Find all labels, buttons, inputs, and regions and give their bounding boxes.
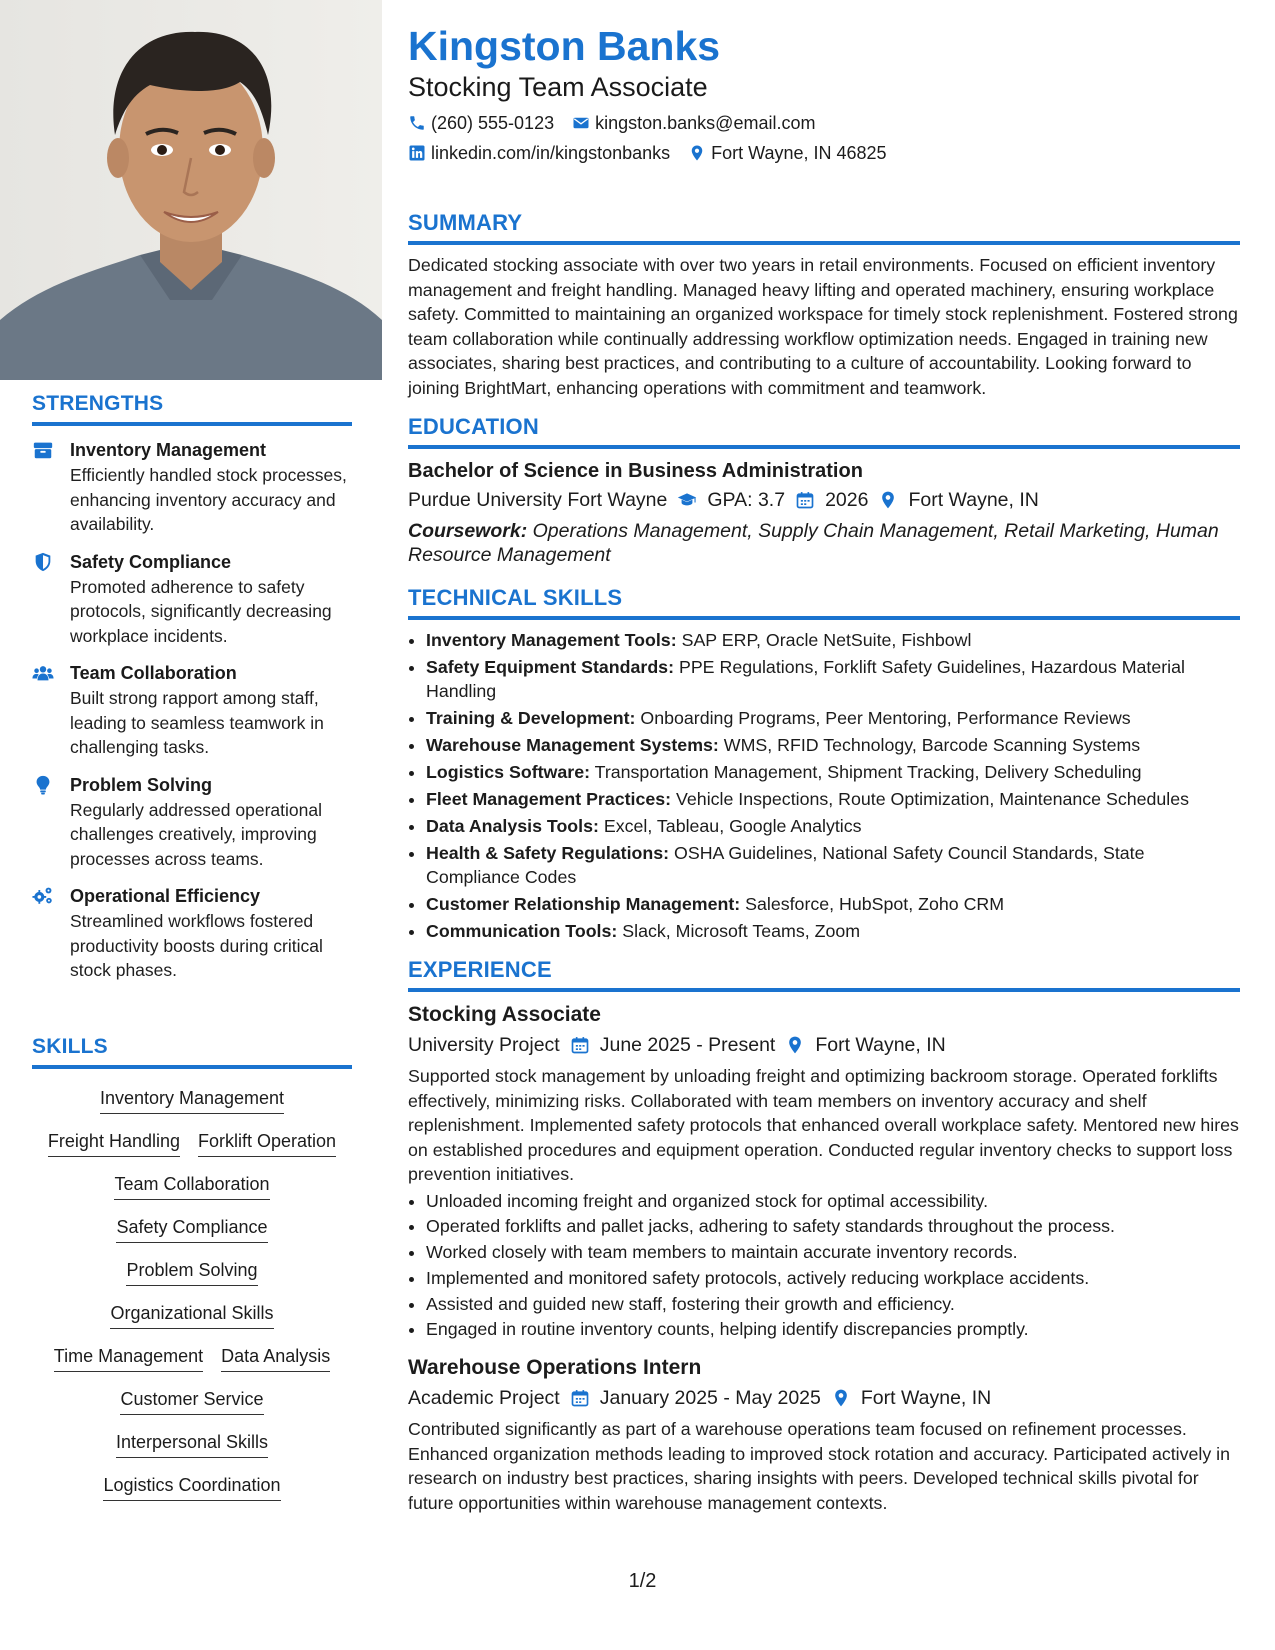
strength-item <box>32 661 352 760</box>
skill-values: OSHA Guidelines, National Safety Council Standards, State Compliance Codes <box>426 843 1145 887</box>
summary-section <box>408 210 1240 400</box>
main-content <box>408 22 1240 1515</box>
technical-skill-item <box>426 892 1240 916</box>
skill-tag: Inventory Management <box>100 1085 284 1114</box>
page-number-text: 1/2 <box>628 1570 657 1592</box>
skill-values: SAP ERP, Oracle NetSuite, Fishbowl <box>681 630 972 650</box>
technical-skill-item <box>426 628 1240 652</box>
job-bullet: • Unloaded incoming freight and organized stock for optimal accessibility. <box>426 1189 1240 1215</box>
coursework-text: Operations Management, Supply Chain Management, Retail Marketing, Human Resource Management <box>408 520 1219 566</box>
job-title: Warehouse Operations Intern <box>408 1356 702 1380</box>
job-organization: Academic Project <box>408 1387 560 1410</box>
technical-skills-heading: TECHNICAL SKILLS <box>408 585 1240 620</box>
skill-tag: Problem Solving <box>126 1257 257 1286</box>
job-meta <box>408 1383 1240 1413</box>
strength-item <box>32 773 352 872</box>
graduation-cap-icon <box>677 490 697 510</box>
strength-title: Operational Efficiency <box>70 886 261 906</box>
lightbulb-icon <box>32 774 54 796</box>
skill-values: Excel, Tableau, Google Analytics <box>603 816 862 836</box>
skill-tag: Time Management <box>54 1343 203 1372</box>
strength-title: Inventory Management <box>70 440 267 460</box>
phone-icon <box>408 114 426 132</box>
education-location: Fort Wayne, IN <box>908 489 1039 511</box>
strength-description: Efficiently handled stock processes, enhancing inventory accuracy and availability. <box>70 465 347 534</box>
job-meta <box>408 1030 1240 1060</box>
job-organization: University Project <box>408 1034 560 1056</box>
email-contact[interactable] <box>572 113 815 134</box>
experience-heading: EXPERIENCE <box>408 957 1240 992</box>
degree-title: Bachelor of Science in Business Administration <box>408 460 863 482</box>
job-location: Fort Wayne, IN <box>815 1034 946 1056</box>
email-text: kingston.banks@email.com <box>595 112 816 133</box>
sidebar <box>0 0 382 1650</box>
job-bullet: • Assisted and guided new staff, fostering their growth and efficiency. <box>426 1292 1240 1318</box>
skill-category: Safety Equipment Standards: <box>426 657 674 677</box>
job-bullets <box>408 1189 1240 1344</box>
skill-tag: Forklift Operation <box>198 1128 336 1157</box>
candidate-title: Stocking Team Associate <box>408 72 708 102</box>
location-text: Fort Wayne, IN 46825 <box>711 142 887 163</box>
strength-title: Safety Compliance <box>70 551 232 572</box>
technical-skill-item <box>426 655 1240 703</box>
strength-title: Problem Solving <box>70 774 213 795</box>
linkedin-icon <box>408 144 426 162</box>
experience-section <box>408 957 1240 1515</box>
summary-text: Dedicated stocking associate with over two years in retail environments. Focused on efficient inventory management and freight handling. Managed heavy lifting and operated machinery, ensuring workplace safety. Committed to maintaining an organized workspace for timely stock replenishment. Fostered strong team collaboration while continually addressing workflow optimization needs. Engaged in training new associates, sharing best practices, and contributing to a culture of accountability. Looking forward to joining BrightMart, enhancing operations with commitment and teamwork. <box>408 255 1238 398</box>
technical-skill-item <box>426 919 1240 943</box>
envelope-icon <box>572 114 590 132</box>
contact-row <box>408 110 1240 136</box>
technical-skill-item <box>426 787 1240 811</box>
skill-tag: Team Collaboration <box>114 1171 269 1200</box>
location-contact <box>688 143 886 164</box>
skill-category: Data Analysis Tools: <box>426 816 599 836</box>
candidate-name: Kingston Banks <box>408 23 721 69</box>
job-title: Stocking Associate <box>408 1003 601 1026</box>
strength-description: Built strong rapport among staff, leading to seamless teamwork in challenging tasks. <box>70 688 324 757</box>
strength-description: Promoted adherence to safety protocols, significantly decreasing workplace incidents. <box>70 576 332 646</box>
skill-tag: Customer Service <box>120 1386 263 1415</box>
summary-heading: SUMMARY <box>408 210 1240 245</box>
technical-skill-item <box>426 814 1240 838</box>
map-pin-icon <box>831 1388 851 1408</box>
skill-tag: Freight Handling <box>48 1128 180 1157</box>
technical-skill-item <box>426 841 1240 889</box>
strength-title: Team Collaboration <box>70 663 237 683</box>
contact-row <box>408 140 1240 166</box>
coursework <box>408 519 1240 567</box>
job-summary: Contributed significantly as part of a warehouse operations team focused on refinement processes. Enhanced organization methods leading to improved stock rotation and accuracy. Participated actively in research on industry best practices, sharing insights with peers. Developed technical skills pivotal for future opportunities within warehouse management contexts. <box>408 1419 1231 1513</box>
shield-icon <box>32 551 54 573</box>
job-dates: January 2025 - May 2025 <box>599 1387 821 1410</box>
skill-values: PPE Regulations, Forklift Safety Guidelines, Hazardous Material Handling <box>426 657 1185 701</box>
linkedin-contact[interactable] <box>408 143 670 164</box>
job-bullet: • Worked closely with team members to maintain accurate inventory records. <box>426 1240 1240 1266</box>
job-bullet: • Implemented and monitored safety protocols, actively reducing workplace accidents. <box>426 1266 1240 1292</box>
skill-category: Logistics Software: <box>426 762 591 782</box>
gears-icon <box>32 885 54 907</box>
technical-skill-item <box>426 706 1240 730</box>
education-section <box>408 414 1240 567</box>
skill-category: Health & Safety Regulations: <box>426 843 670 863</box>
strengths-section <box>32 392 352 996</box>
calendar-icon <box>795 490 815 510</box>
map-pin-icon <box>878 490 898 510</box>
skill-values: Salesforce, HubSpot, Zoho CRM <box>745 894 1005 914</box>
technical-skill-item <box>426 733 1240 757</box>
job-dates: June 2025 - Present <box>599 1034 776 1056</box>
skill-values: Vehicle Inspections, Route Optimization, Maintenance Schedules <box>676 789 1190 809</box>
linkedin-text: linkedin.com/in/kingstonbanks <box>431 142 671 163</box>
page-number <box>0 1570 1275 1593</box>
job-bullet: • Engaged in routine inventory counts, helping identify discrepancies promptly. <box>426 1317 1240 1343</box>
strength-item <box>32 550 352 649</box>
strength-description: Streamlined workflows fostered productivity boosts during critical stock phases. <box>70 911 323 980</box>
skill-category: Fleet Management Practices: <box>426 789 672 809</box>
strength-item <box>32 438 352 537</box>
skills-list <box>32 1085 352 1501</box>
skill-category: Warehouse Management Systems: <box>426 735 719 755</box>
school-name: Purdue University Fort Wayne <box>408 489 668 511</box>
skill-values: Onboarding Programs, Peer Mentoring, Performance Reviews <box>640 708 1131 728</box>
skills-section <box>32 1035 352 1515</box>
skill-category: Inventory Management Tools: <box>426 630 677 650</box>
strengths-heading: STRENGTHS <box>32 392 352 426</box>
job-bullet: • Operated forklifts and pallet jacks, adhering to safety standards throughout the process. <box>426 1214 1240 1240</box>
portrait-image <box>0 0 382 380</box>
phone-text: (260) 555-0123 <box>431 112 555 133</box>
job-summary: Supported stock management by unloading freight and optimizing backroom storage. Operated forklifts effectively, minimizing risks. Collaborated with team members on inventory accuracy and shelf replenishment. Implemented safety protocols that enhanced overall workplace safety. Mentored new hires on established procedures and equipment operation. Conducted regular inventory checks to support loss prevention initiatives. <box>408 1066 1239 1184</box>
skill-tag: Logistics Coordination <box>103 1472 280 1501</box>
job-entry <box>408 1000 1240 1343</box>
skills-heading: SKILLS <box>32 1035 352 1069</box>
map-pin-icon <box>688 144 706 162</box>
calendar-icon <box>570 1388 590 1408</box>
calendar-icon <box>570 1035 590 1055</box>
users-icon <box>32 662 54 684</box>
job-entry <box>408 1353 1240 1515</box>
strength-item <box>32 884 352 983</box>
skill-tag: Interpersonal Skills <box>116 1429 268 1458</box>
technical-skills-section <box>408 585 1240 943</box>
skill-tag: Organizational Skills <box>110 1300 273 1329</box>
education-meta <box>408 485 1240 515</box>
gpa-text: GPA: 3.7 <box>707 489 786 511</box>
coursework-label: Coursework: <box>408 520 528 542</box>
education-heading: EDUCATION <box>408 414 1240 449</box>
profile-photo <box>0 0 382 380</box>
graduation-year: 2026 <box>825 489 869 511</box>
skill-category: Communication Tools: <box>426 921 618 941</box>
skill-tag: Safety Compliance <box>116 1214 267 1243</box>
skill-tag: Data Analysis <box>221 1343 330 1372</box>
technical-skills-list <box>408 628 1240 943</box>
skill-values: Slack, Microsoft Teams, Zoom <box>622 921 861 941</box>
box-icon <box>32 439 54 461</box>
strength-description: Regularly addressed operational challenges creatively, improving processes across teams. <box>70 799 322 869</box>
skill-category: Training & Development: <box>426 708 636 728</box>
job-location: Fort Wayne, IN <box>860 1387 992 1410</box>
technical-skill-item <box>426 760 1240 784</box>
map-pin-icon <box>785 1035 805 1055</box>
skill-category: Customer Relationship Management: <box>426 894 741 914</box>
skill-values: Transportation Management, Shipment Tracking, Delivery Scheduling <box>594 762 1142 782</box>
phone-contact[interactable] <box>408 113 554 134</box>
skill-values: WMS, RFID Technology, Barcode Scanning Systems <box>723 735 1141 755</box>
